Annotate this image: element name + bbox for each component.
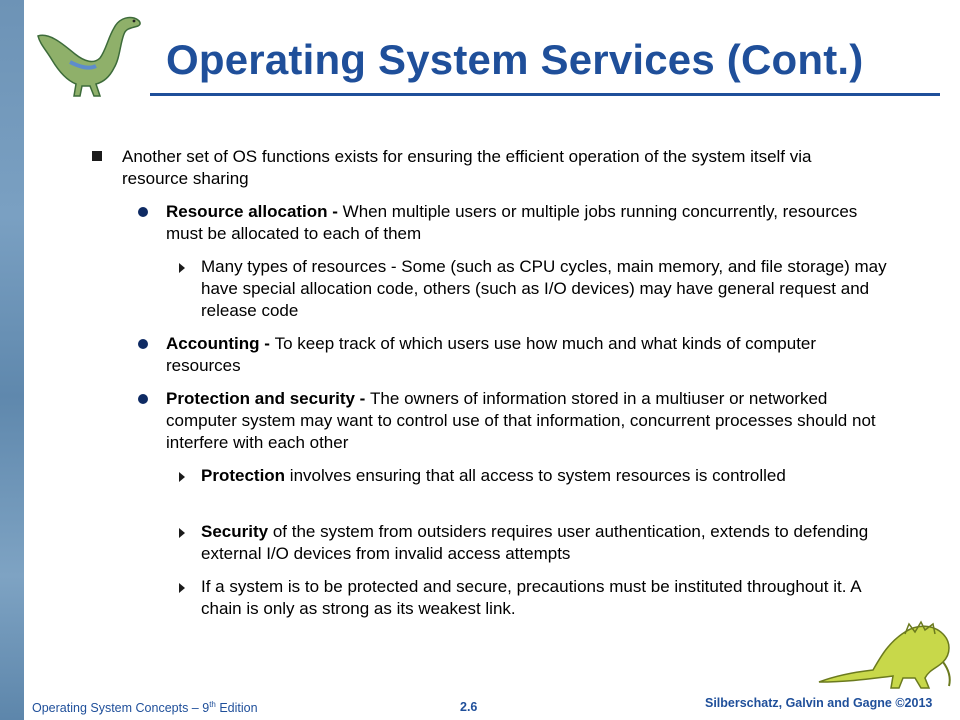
title-divider <box>150 93 940 96</box>
footer-superscript: th <box>209 700 216 709</box>
footer-authors: Silberschatz, Galvin and Gagne ©2013 <box>705 696 933 710</box>
round-bullet-icon <box>138 207 148 217</box>
dinosaur-corner-icon <box>815 612 960 690</box>
bullet-text: If a system is to be protected and secure, precautions must be instituted throughout it. A chain is only as strong as its weakest link. <box>201 577 861 618</box>
bullet-text: When multiple users or multiple jobs running concurrently, resources must be allocated to each of them <box>166 202 858 243</box>
bullet-item-1 <box>122 146 842 190</box>
dinosaur-logo-icon <box>30 6 150 98</box>
bullet-text: involves ensuring that all access to system resources is controlled <box>285 466 786 485</box>
bullet-item-3 <box>201 256 901 322</box>
bullet-item-8 <box>201 576 901 620</box>
arrow-bullet-icon <box>179 528 185 538</box>
bullet-text: To keep track of which users use how much and what kinds of computer resources <box>166 334 817 375</box>
bullet-bold: Protection and security - <box>166 389 371 408</box>
bullet-item-7 <box>201 521 901 565</box>
round-bullet-icon <box>138 339 148 349</box>
bullet-bold: Resource allocation - <box>166 202 343 221</box>
bullet-text: The owners of information stored in a multiuser or networked computer system may want to control use of that information, concurrent processes should not interfere with each other <box>166 389 876 452</box>
page-number: 2.6 <box>460 700 478 714</box>
footer-edition-text: Edition <box>215 701 258 716</box>
bullet-item-4 <box>166 333 886 377</box>
bullet-bold: Protection <box>201 466 286 485</box>
bullet-item-5 <box>166 388 886 454</box>
footer-book-title-text: Operating System Concepts – 9 <box>32 701 210 716</box>
square-bullet-icon <box>92 151 102 161</box>
bullet-text: Many types of resources - Some (such as CPU cycles, main memory, and file storage) may have special allocation code, others (such as I/O devices) may have general request and release code <box>201 257 887 320</box>
bullet-item-2 <box>166 201 886 245</box>
bullet-bold: Security <box>201 522 269 541</box>
bullet-text: Another set of OS functions exists for ensuring the efficient operation of the system itself via resource sharing <box>122 147 812 188</box>
bullet-item-6 <box>201 465 901 487</box>
arrow-bullet-icon <box>179 472 185 482</box>
bullet-text: of the system from outsiders requires user authentication, extends to defending external I/O devices from invalid access attempts <box>201 522 869 563</box>
side-accent-bar <box>0 0 24 720</box>
round-bullet-icon <box>138 394 148 404</box>
bullet-bold: Accounting - <box>166 334 275 353</box>
arrow-bullet-icon <box>179 263 185 273</box>
slide-title: Operating System Services (Cont.) <box>166 36 864 83</box>
footer-book-title <box>32 700 258 715</box>
arrow-bullet-icon <box>179 583 185 593</box>
